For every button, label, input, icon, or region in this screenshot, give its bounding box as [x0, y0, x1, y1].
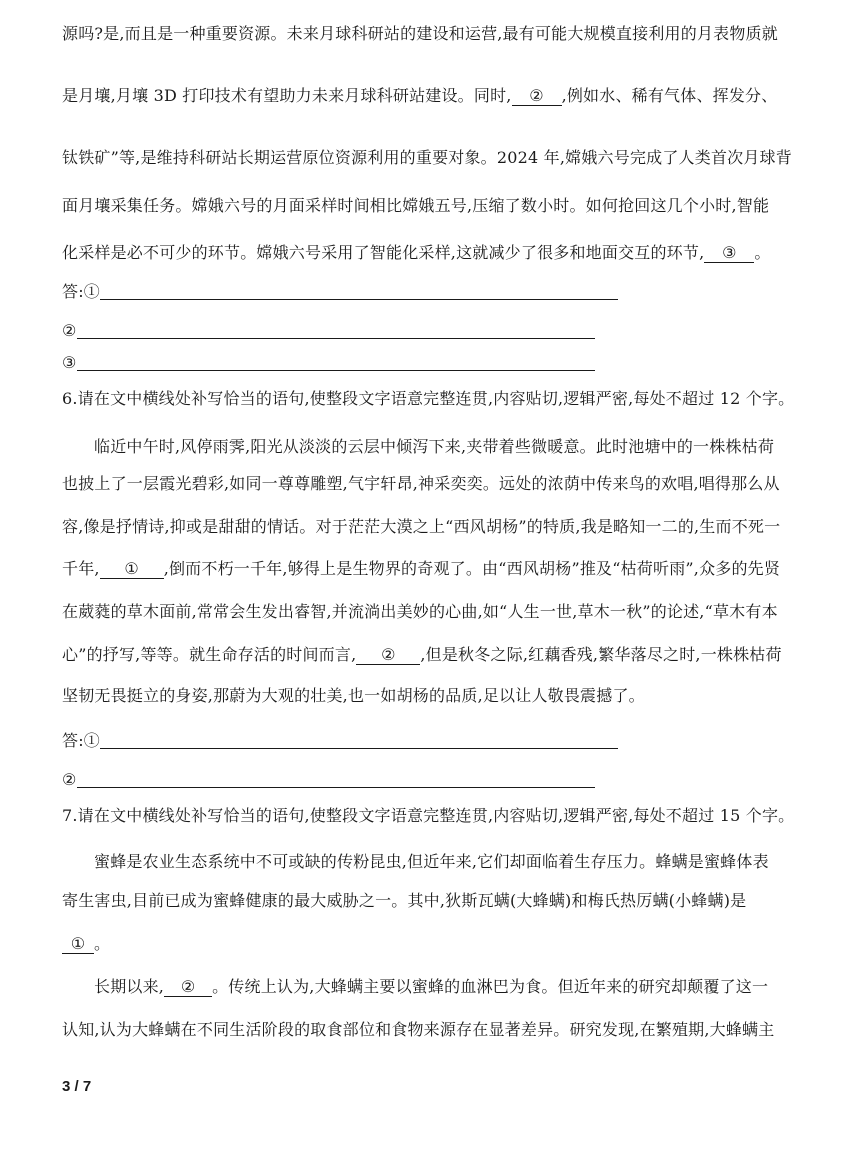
question6-line-2: 也披上了一层霞光碧彩,如同一尊尊雕塑,气宇轩昂,神采奕奕。远处的浓荫中传来鸟的欢唱,唱得那么从	[62, 474, 780, 493]
blank-1[interactable]: ①	[100, 560, 164, 579]
question7-line-5: 认知,认为大蜂螨在不同生活阶段的取食部位和食物来源存在显著差异。研究发现,在繁殖期,大蜂螨主	[62, 1020, 775, 1039]
question6-line-6: 心”的抒写,等等。就生命存活的时间而言, ② ,但是秋冬之际,红藕香残,繁华落尽之时,一株株枯荷	[62, 645, 782, 664]
page-number: 3 / 7	[62, 1078, 92, 1095]
question6-line-5: 在葳蕤的草木面前,常常会生发出睿智,并流淌出美妙的心曲,如“人生一世,草木一秋”的论述,“草木有本	[62, 602, 778, 621]
blank-2[interactable]: ②	[164, 978, 212, 997]
answer-field[interactable]	[77, 769, 595, 788]
passage5-line-1: 源吗?是,而且是一种重要资源。未来月球科研站的建设和运营,最有可能大规模直接利用的月表物质就	[62, 24, 778, 43]
question6-line-3: 容,像是抒情诗,抑或是甜甜的情话。对于茫茫大漠之上“西风胡杨”的特质,我是略知一二的,生而不死一	[62, 517, 781, 536]
answer-field[interactable]	[100, 281, 618, 300]
question7-line-4: 长期以来, ② 。传统上认为,大蜂螨主要以蜜蜂的血淋巴为食。但近年来的研究却颠覆了这一	[94, 977, 769, 996]
answer5-row-1: 答:①	[62, 281, 798, 302]
answer6-row-1: 答:①	[62, 730, 798, 751]
passage5-line-3: 钛铁矿”等,是维持科研站长期运营原位资源利用的重要对象。2024 年,嫦娥六号完成了人类首次月球背	[62, 148, 792, 167]
passage5-line-5: 化采样是必不可少的环节。嫦娥六号采用了智能化采样,这就减少了很多和地面交互的环节, ③ 。	[62, 243, 771, 262]
answer-field[interactable]	[77, 352, 595, 371]
question7-prompt: 7.请在文中横线处补写恰当的语句,使整段文字语意完整连贯,内容贴切,逻辑严密,每处不超过 15 个字。	[62, 806, 795, 825]
answer5-row-2: ②	[62, 320, 798, 341]
question7-line-1: 蜜蜂是农业生态系统中不可或缺的传粉昆虫,但近年来,它们却面临着生存压力。蜂螨是蜜蜂体表	[94, 852, 769, 871]
answer6-row-2: ②	[62, 769, 798, 790]
blank-2[interactable]: ②	[356, 646, 420, 665]
blank-2[interactable]: ②	[512, 87, 562, 106]
question6-prompt: 6.请在文中横线处补写恰当的语句,使整段文字语意完整连贯,内容贴切,逻辑严密,每处不超过 12 个字。	[62, 389, 795, 408]
passage5-line-4: 面月壤采集任务。嫦娥六号的月面采样时间相比嫦娥五号,压缩了数小时。如何抢回这几个小时,智能	[62, 196, 770, 215]
answer-field[interactable]	[77, 320, 595, 339]
question6-line-4: 千年, ① ,倒而不朽一千年,够得上是生物界的奇观了。由“西风胡杨”推及“枯荷听雨”,众多的先贤	[62, 559, 781, 578]
answer5-row-3: ③	[62, 352, 798, 373]
question7-line-2: 寄生害虫,目前已成为蜜蜂健康的最大威胁之一。其中,狄斯瓦螨(大蜂螨)和梅氏热厉螨(小蜂螨)是	[62, 891, 747, 910]
question6-line-1: 临近中午时,风停雨霁,阳光从淡淡的云层中倾泻下来,夹带着些微暖意。此时池塘中的一株株枯荷	[94, 437, 775, 456]
answer-field[interactable]	[100, 730, 618, 749]
blank-3[interactable]: ③	[704, 244, 754, 263]
blank-1[interactable]: ①	[62, 935, 94, 954]
passage5-line-2: 是月壤,月壤 3D 打印技术有望助力未来月球科研站建设。同时, ② ,例如水、稀有气体、挥发分、	[62, 86, 778, 105]
question6-line-7: 坚韧无畏挺立的身姿,那蔚为大观的壮美,也一如胡杨的品质,足以让人敬畏震撼了。	[62, 686, 645, 705]
question7-line-3: ① 。	[62, 934, 798, 954]
